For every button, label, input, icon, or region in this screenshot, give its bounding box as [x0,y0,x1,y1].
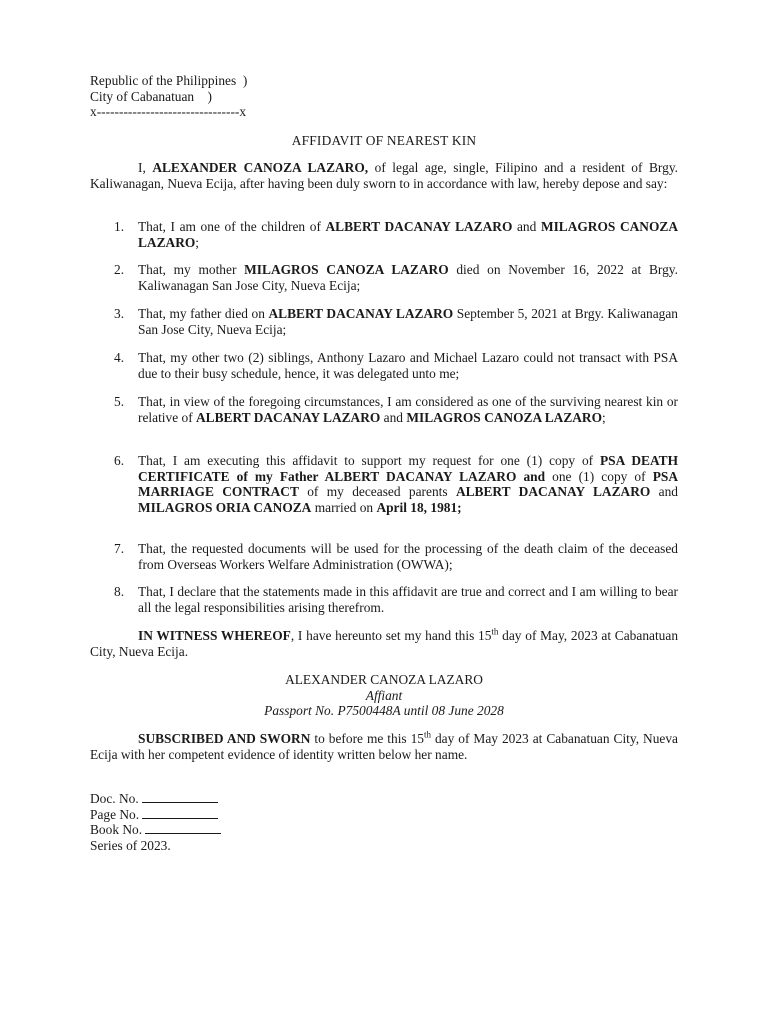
passport-line: Passport No. P7500448A until 08 June 2028 [264,703,504,718]
bold-run: MILAGROS CANOZA LAZARO [138,219,678,250]
statement-text [138,584,678,615]
venue-header [90,73,247,120]
jurat-paragraph: SUBSCRIBED AND SWORN to before me this 15th day of May 2023 at Cabanatuan City, Nueva Ecija with her competent evidence of identity written below her name. [90,729,678,762]
bold-run: PSA DEATH CERTIFICATE of my Father ALBERT DACANAY LAZARO and [138,453,679,484]
bold-run: MILAGROS CANOZA LAZARO [244,262,449,277]
text-run: married on [311,499,377,515]
bold-run: ALBERT DACANAY LAZARO [455,484,651,500]
venue-republic: Republic of the Philippines ) [90,73,248,88]
statement-text [138,541,678,572]
statement-text [138,306,678,337]
text-run: That, I declare that the statements made in this affidavit are true and correct and I am willing to bear all the legal responsibilities arising therefrom. [138,584,678,615]
text-run: and [650,484,678,500]
doc-no-line: Doc. No. [90,791,221,807]
affiant-signature-name: ALEXANDER CANOZA LAZARO [285,672,483,687]
statement-text [138,219,678,250]
bold-run: ALBERT DACANAY LAZARO [268,306,454,321]
text-run: of my deceased parents [298,484,456,500]
text-run: September 5, 2021 at Brgy. Kaliwanagan San Jose City, Nueva Ecija; [138,306,678,337]
bold-run: April 18, 1981; [376,499,462,515]
text-run: and [512,219,541,234]
text-run: That, my father died on [138,306,269,321]
witness-paragraph: IN WITNESS WHEREOF, I have hereunto set my hand this 15th day of May, 2023 at Cabanatuan City, Nueva Ecija. [90,626,679,659]
text-run: ; [602,409,606,425]
text-run: That, I am executing this affidavit to support my request for one (1) copy of [138,453,600,468]
text-run: That, my mother [138,262,245,277]
bold-run: MILAGROS ORIA CANOZA [138,499,312,515]
bold-run: ALBERT DACANAY LAZARO [325,219,513,234]
affidavit-page: Republic of the Philippines ) City of Cabanatuan ) x--------------------------------x AFFIDAVIT OF NEAREST KIN I, ALEXANDER CANOZA LAZARO, of legal age, single, Filipino and a resident of Brgy. Kaliwanagan, Nueva Ecija, after having been duly sworn to in accordance with law, hereby depose and say: 1. That, I am one of the children of ALBERT DACANAY LAZARO and MILAGROS CANOZA LAZARO; 2. That, my mother MILAGROS CANOZA LAZARO died on November 16, 2022 at Brgy. Kaliwanagan San Jose City, Nueva Ecija; 3. That, my father died on ALBERT DACANAY LAZARO September 5, 2021 at Brgy. Kaliwanagan San Jose City, Nueva Ecija; 4. That, my other two (2) siblings, Anthony Lazaro and Michael Lazaro could not transact with PSA due to their busy schedule, hence, it was delegated unto me; 5. That, in view of the foregoing circumstances, I am considered as one of the surviving nearest kin or relative of ALBERT DACANAY LAZARO and MILAGROS CANOZA LAZARO; 6. That, I am executing this affidavit to support my request for one (1) copy of PSA DEATH CERTIFICATE of my Father ALBERT DACANAY LAZARO and one (1) copy of PSA MARRIAGE CONTRACT of my deceased parents ALBERT DACANAY LAZARO and MILAGROS ORIA CANOZA married on April 18, 1981; 7. That, the requested documents will be used for the processing of the death claim of the deceased from Overseas Workers Welfare Administration (OWWA); 8. That, I declare that the statements made in this affidavit are true and correct and I am willing to bear all the legal responsibilities arising therefrom. IN WITNESS WHEREOF, I have hereunto set my hand this 15th day of May, 2023 at Cabanatuan City, Nueva Ecija. ALEXANDER CANOZA LAZARO Affiant Passport No. P7500448A until 08 June 2028 SUBSCRIBED AND SWORN to before me this 15th day of May 2023 at Cabanatuan City, Nueva Ecija with her competent evidence of identity written below her name. Doc. No. Page No. Book No. Series of 2023. [0,0,768,1024]
notarial-register [90,791,221,853]
page-no-line: Page No. [90,807,221,823]
text-run: That, my other two (2) siblings, Anthony Lazaro and Michael Lazaro could not transact with PSA due to their busy schedule, hence, it was delegated unto me; [138,350,678,381]
bold-run: PSA MARRIAGE CONTRACT [138,468,678,500]
statement-text [138,350,678,381]
venue-city: City of Cabanatuan ) [90,88,212,104]
intro-paragraph: I, ALEXANDER CANOZA LAZARO, of legal age, single, Filipino and a resident of Brgy. Kaliwanagan, Nueva Ecija, after having been duly sworn to in accordance with law, hereby depose and say: [90,160,678,191]
text-run: That, in view of the foregoing circumstances, I am considered as one of the surviving nearest kin or relative of [138,394,678,425]
statement-text [138,262,678,293]
text-run: That, I am one of the children of [138,219,326,234]
statement-text [138,394,678,425]
doc-no-blank [142,791,218,803]
statement-text [138,453,678,515]
document-title: AFFIDAVIT OF NEAREST KIN [291,133,477,148]
text-run: one (1) copy of [545,468,653,484]
bold-run: ALBERT DACANAY LAZARO [196,409,381,425]
affiant-name-inline: ALEXANDER CANOZA LAZARO, [152,160,369,175]
text-run: and [380,409,407,425]
bold-run: MILAGROS CANOZA LAZARO [406,409,603,425]
series-line: Series of 2023. [90,837,171,853]
book-no-blank [145,822,221,834]
book-no-line: Book No. [90,822,221,838]
page-no-blank [142,807,218,819]
affiant-label: Affiant [365,688,403,703]
text-run: ; [195,234,200,250]
venue-separator: x--------------------------------x [90,104,247,120]
text-run: died on November 16, 2022 at Brgy. Kaliwanagan San Jose City, Nueva Ecija; [138,262,678,293]
text-run: That, the requested documents will be used for the processing of the death claim of the deceased from Overseas Workers Welfare Administration (OWWA); [138,541,678,572]
